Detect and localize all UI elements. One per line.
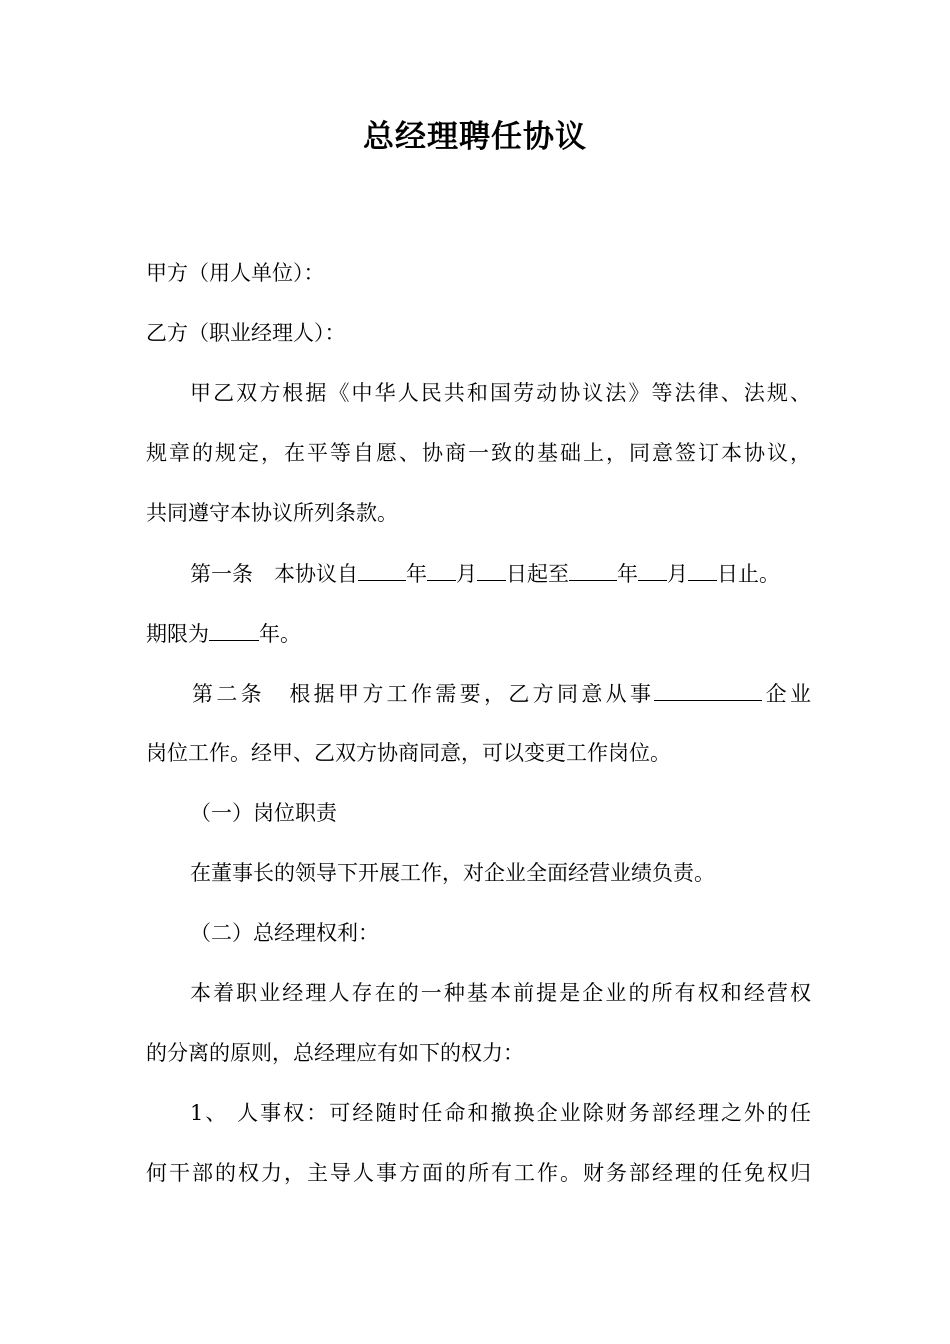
start-day-blank[interactable] <box>477 558 506 581</box>
party-b-label: 乙方（职业经理人）： <box>146 321 346 345</box>
intro-line-2: 规章的规定，在平等自愿、协商一致的基础上，同意签订本协议， <box>146 441 811 465</box>
article-1-prefix: 第一条 本协议自 <box>190 562 358 586</box>
end-day-blank[interactable] <box>688 558 717 581</box>
position-blank[interactable] <box>654 678 762 701</box>
start-month-label: 月 <box>456 562 477 586</box>
intro-line-3: 共同遵守本协议所列条款。 <box>146 501 398 525</box>
article-1-line-2 <box>146 618 811 649</box>
start-year-blank[interactable] <box>358 558 406 581</box>
term-years-blank[interactable] <box>209 618 259 641</box>
start-year-label: 年 <box>406 562 427 586</box>
section-2-heading: （二）总经理权利： <box>190 921 379 945</box>
term-suffix: 年。 <box>259 622 301 646</box>
section-2-text-2: 的分离的原则，总经理应有如下的权力： <box>146 1041 524 1065</box>
article-2-prefix: 第二条 根据甲方工作需要，乙方同意从事 <box>192 682 655 706</box>
section-2-text-1: 本着职业经理人存在的一种基本前提是企业的所有权和经营权 <box>190 981 811 1005</box>
item-1-line-1: 1、 人事权：可经随时任命和撤换企业除财务部经理之外的任 <box>190 1101 811 1125</box>
end-year-blank[interactable] <box>569 558 617 581</box>
section-1-text: 在董事长的领导下开展工作，对企业全面经营业绩负责。 <box>190 861 715 885</box>
article-2-line-2: 岗位工作。经甲、乙双方协商同意，可以变更工作岗位。 <box>146 741 671 765</box>
end-day-label: 日止。 <box>717 562 780 586</box>
start-month-blank[interactable] <box>427 558 456 581</box>
article-1-line-1 <box>190 558 811 589</box>
end-month-blank[interactable] <box>638 558 667 581</box>
term-prefix: 期限为 <box>146 622 209 646</box>
party-a-label: 甲方（用人单位）： <box>146 261 325 285</box>
section-1-heading: （一）岗位职责 <box>190 801 337 825</box>
document-title: 总经理聘任协议 <box>363 119 587 155</box>
end-month-label: 月 <box>667 562 688 586</box>
article-2-suffix: 企业 <box>762 682 812 706</box>
item-1-line-2: 何干部的权力，主导人事方面的所有工作。财务部经理的任免权归 <box>146 1161 811 1185</box>
start-day-label: 日起至 <box>506 562 569 586</box>
end-year-label: 年 <box>617 562 638 586</box>
intro-line-1: 甲乙双方根据《中华人民共和国劳动协议法》等法律、法规、 <box>190 381 811 405</box>
article-2-line-1 <box>192 678 811 709</box>
